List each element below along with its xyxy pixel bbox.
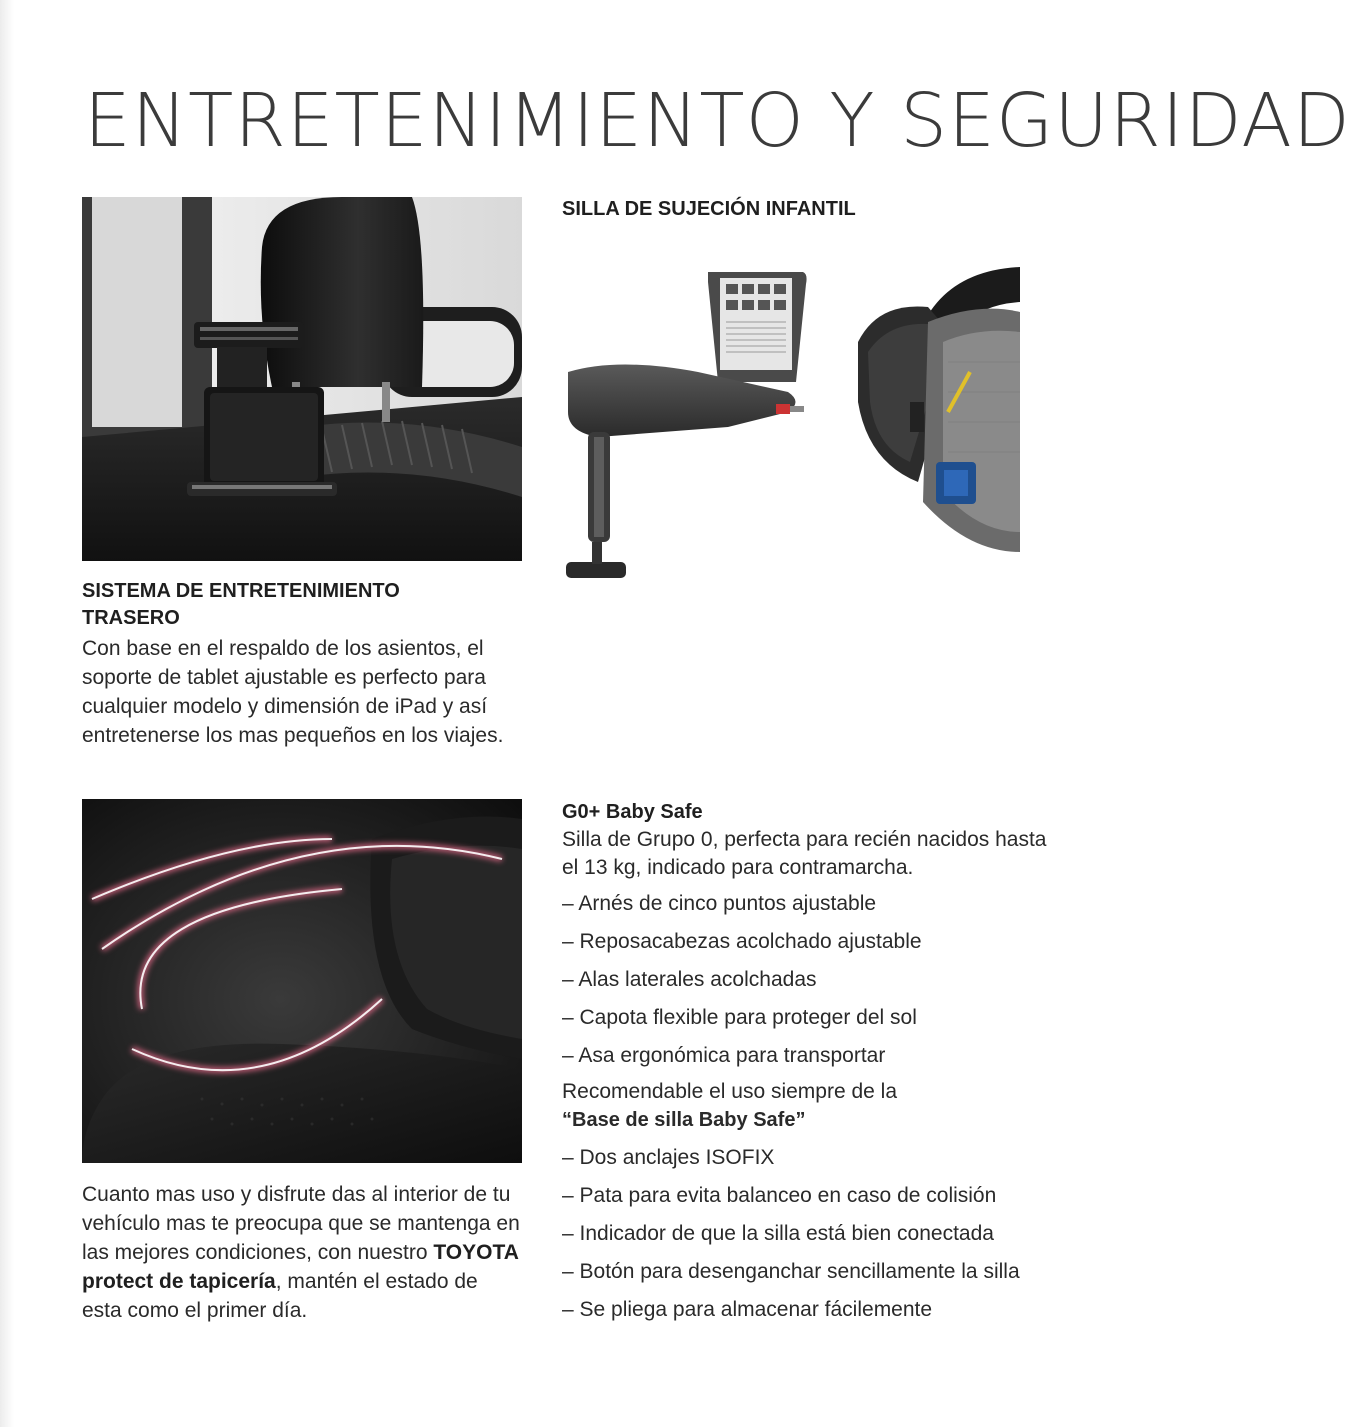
isofix-base-image [558,262,818,602]
entertainment-heading [82,578,522,632]
page-edge-shadow [0,0,14,1427]
feature-item: – Capota flexible para proteger del sol [562,1006,917,1029]
protect-text-before: Cuanto mas uso y disfrute das al interior de tu vehículo mas te preocupa que se mantenga en las mejores condiciones, con nuestro [82,1183,520,1264]
base-feature-item: – Se pliega para almacenar fácilemente [562,1298,933,1321]
base-feature-item: – Dos anclajes ISOFIX [562,1146,775,1169]
feature-item: – Asa ergonómica para transportar [562,1044,886,1067]
feature-item: – Arnés de cinco puntos ajustable [562,892,877,915]
product-description-line2: el 13 kg, indicado para contramarcha. [562,856,914,879]
page-title: ENTRETENIMIENTO Y SEGURIDAD [84,78,1351,164]
feature-list [562,890,1032,1070]
baby-safe-carrier-image [848,262,1020,562]
entertainment-heading-line2: TRASERO [82,607,180,629]
base-feature-list [562,1144,1032,1324]
base-feature-item: – Pata para evita balanceo en caso de colisión [562,1184,997,1207]
feature-item: – Reposacabezas acolchado ajustable [562,930,922,953]
seat-protect-photo [82,799,522,1163]
feature-item: – Alas laterales acolchadas [562,968,817,991]
baby-safe-details [562,798,1047,1334]
recommend-text: Recomendable el uso siempre de la [562,1080,898,1103]
base-feature-item: – Indicador de que la silla está bien conectada [562,1222,994,1245]
child-seat-heading: SILLA DE SUJECIÓN INFANTIL [562,198,856,220]
protect-text-after: , mantén el estado de esta como el primer día. [82,1270,478,1322]
tablet-holder-photo [82,197,522,561]
protect-description [82,1180,522,1325]
entertainment-heading-line1: SISTEMA DE ENTRETENIMIENTO [82,580,400,602]
recommend-product: “Base de silla Baby Safe” [562,1109,806,1131]
base-feature-item: – Botón para desenganchar sencillamente la silla [562,1260,1020,1283]
product-description-line1: Silla de Grupo 0, perfecta para recién nacidos hasta [562,828,1047,851]
protect-product-name: TOYOTA protect de tapicería [82,1241,519,1293]
product-name: G0+ Baby Safe [562,801,703,823]
entertainment-description: Con base en el respaldo de los asientos, el soporte de tablet ajustable es perfecto para cualquier modelo y dimensión de iPad y así entretenerse los mas pequeños en los viajes. [82,637,504,747]
